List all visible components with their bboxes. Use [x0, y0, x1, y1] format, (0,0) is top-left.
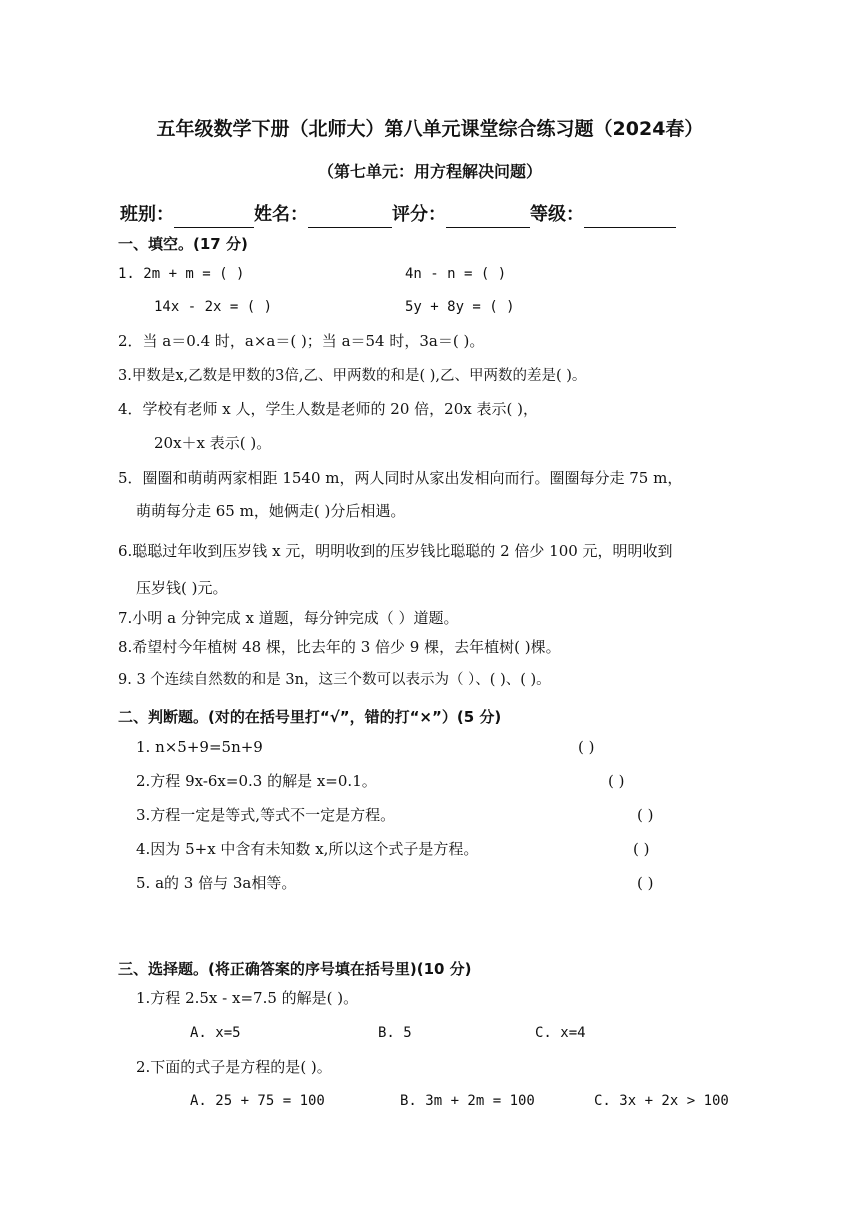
q6-line2: 压岁钱( )元。: [136, 579, 228, 597]
choice-q2-option-c[interactable]: C. 3x + 2x > 100: [594, 1093, 729, 1109]
name-label: 姓名：: [254, 204, 308, 225]
choice-q1: 1.方程 2.5x - x=7.5 的解是( )。: [136, 989, 359, 1007]
q1-a: 1. 2m + m = ( ): [118, 266, 245, 282]
grade-blank[interactable]: [584, 209, 676, 228]
grade-label: 等级：: [530, 204, 584, 225]
section3-heading: 三、选择题。(将正确答案的序号填在括号里)(10 分): [118, 960, 472, 978]
judge-paren-2[interactable]: ( ): [608, 772, 625, 790]
class-label: 班别：: [120, 204, 174, 225]
choice-q1-option-a[interactable]: A. x=5: [190, 1025, 241, 1041]
q2: 2．当 a＝0.4 时，a×a＝( )；当 a＝54 时，3a＝( )。: [118, 332, 485, 350]
judge-item-3: 3.方程一定是等式,等式不一定是方程。: [136, 806, 396, 824]
page-subtitle: （第七单元：用方程解决问题）: [317, 162, 542, 181]
judge-paren-1[interactable]: ( ): [578, 738, 595, 756]
q4-line2: 20x＋x 表示( )。: [154, 434, 272, 452]
q5-line1: 5．圈圈和萌萌两家相距 1540 m，两人同时从家出发相向而行。圈圈每分走 75 m，: [118, 469, 683, 487]
judge-paren-4[interactable]: ( ): [633, 840, 650, 858]
q5-line2: 萌萌每分走 65 m，她俩走( )分后相遇。: [136, 502, 406, 520]
judge-item-4: 4.因为 5+x 中含有未知数 x,所以这个式子是方程。: [136, 840, 479, 858]
judge-item-1: 1. n×5+9=5n+9: [136, 738, 263, 756]
section2-heading: 二、判断题。(对的在括号里打“√”，错的打“×”）(5 分): [118, 708, 502, 726]
choice-q2-option-a[interactable]: A. 25 + 75 = 100: [190, 1093, 325, 1109]
student-info-line: [120, 202, 676, 228]
choice-q2-option-b[interactable]: B. 3m + 2m = 100: [400, 1093, 535, 1109]
q4-line1: 4．学校有老师 x 人，学生人数是老师的 20 倍，20x 表示( )，: [118, 400, 538, 418]
judge-item-2: 2.方程 9x-6x=0.3 的解是 x=0.1。: [136, 772, 377, 790]
score-label: 评分：: [392, 204, 446, 225]
judge-paren-3[interactable]: ( ): [637, 806, 654, 824]
page-title: 五年级数学下册（北师大）第八单元课堂综合练习题（2024春）: [156, 118, 704, 140]
q1-d: 5y + 8y = ( ): [405, 299, 515, 315]
choice-q1-option-c[interactable]: C. x=4: [535, 1025, 586, 1041]
q7: 7.小明 a 分钟完成 x 道题，每分钟完成（ ）道题。: [118, 609, 459, 627]
section1-heading: 一、填空。(17 分): [118, 235, 248, 253]
q8: 8.希望村今年植树 48 棵，比去年的 3 倍少 9 棵，去年植树( )棵。: [118, 638, 561, 656]
q1-c: 14x - 2x = ( ): [154, 299, 273, 315]
judge-paren-5[interactable]: ( ): [637, 874, 654, 892]
choice-q1-option-b[interactable]: B. 5: [378, 1025, 412, 1041]
class-blank[interactable]: [174, 209, 254, 228]
score-blank[interactable]: [446, 209, 530, 228]
name-blank[interactable]: [308, 209, 392, 228]
q3: 3.甲数是x,乙数是甲数的3倍,乙、甲两数的和是( ),乙、甲两数的差是( )。: [118, 368, 587, 384]
q1-b: 4n - n = ( ): [405, 266, 507, 282]
q9: 9. 3 个连续自然数的和是 3n，这三个数可以表示为（ ）、( )、( )。: [118, 672, 551, 688]
choice-q2: 2.下面的式子是方程的是( )。: [136, 1058, 332, 1076]
q6-line1: 6.聪聪过年收到压岁钱 x 元，明明收到的压岁钱比聪聪的 2 倍少 100 元，明明收到: [118, 542, 673, 560]
judge-item-5: 5. a的 3 倍与 3a相等。: [136, 874, 297, 892]
